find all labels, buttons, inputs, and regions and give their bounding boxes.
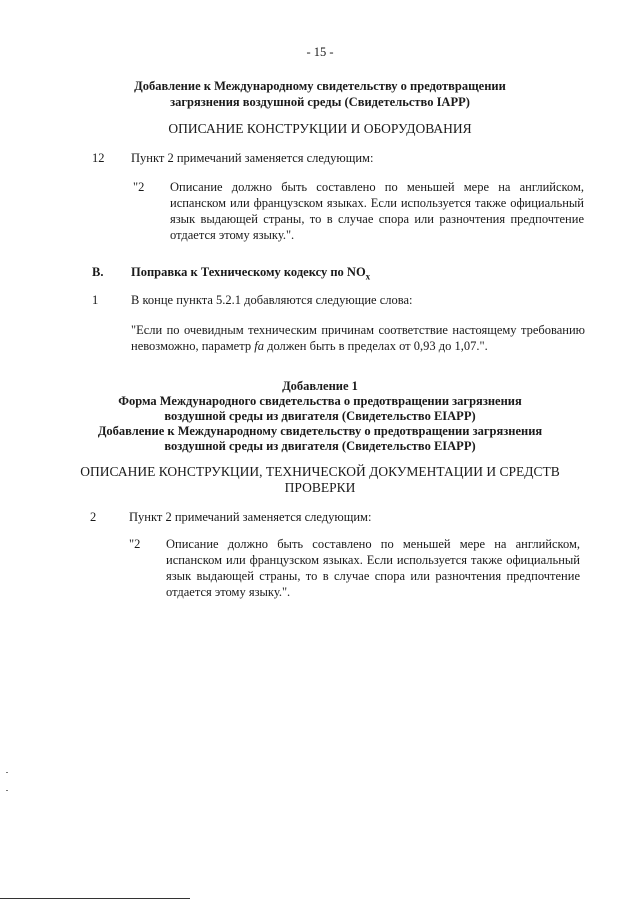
appendix1-subtitle-line2: ПРОВЕРКИ: [284, 480, 356, 495]
section1-quote-number: "2: [133, 180, 145, 194]
section-b-title-sub: x: [365, 271, 371, 282]
section-b-title: [131, 264, 370, 285]
section1-title-line2: загрязнения воздушной среды (Свидетельство IAPP): [170, 95, 470, 109]
section-b-letter: B.: [92, 265, 104, 279]
appendix1-heading-line: Форма Международного свидетельства о предотвращении загрязнения: [118, 394, 522, 408]
scan-margin-mark: [6, 790, 8, 791]
section1-subtitle: ОПИСАНИЕ КОНСТРУКЦИИ И ОБОРУДОВАНИЯ: [168, 121, 472, 136]
section-b-quote-line1: "Если по очевидным техническим причинам соответствие настоящему требованию: [131, 323, 585, 337]
parameter-fa: fa: [254, 339, 264, 353]
section-b-quote-line2: [131, 338, 585, 354]
section-b-title-main: Поправка к Техническому кодексу по NO: [131, 265, 366, 279]
appendix1-item-number: 2: [90, 510, 97, 524]
page-number: - 15 -: [306, 45, 334, 59]
appendix1-quote-line: язык выдающей страны, то в случае спора или разночтения предпочтение: [166, 569, 580, 583]
section-b-quote-line2-suffix: должен быть в пределах от 0,93 до 1,07.".: [263, 339, 488, 353]
scan-margin-mark: [6, 772, 8, 773]
section1-title-line1: Добавление к Международному свидетельству о предотвращении: [134, 79, 506, 93]
appendix1-subtitle-line1: ОПИСАНИЕ КОНСТРУКЦИИ, ТЕХНИЧЕСКОЙ ДОКУМЕНТАЦИИ И СРЕДСТВ: [80, 464, 560, 479]
section-b-item-text: В конце пункта 5.2.1 добавляются следующие слова:: [131, 293, 413, 307]
appendix1-title: Добавление 1: [282, 379, 358, 393]
section-b-item-number: 1: [92, 293, 99, 307]
appendix1-quote-line: испанском или французском языках. Если используется также официальный: [166, 553, 580, 567]
section-b-quote-line2-prefix: невозможно, параметр: [131, 339, 255, 353]
section-b-quote: [131, 322, 585, 354]
appendix1-quote-number: "2: [129, 537, 141, 551]
section1-quote-line: отдается этому языку.".: [170, 228, 295, 242]
appendix1-heading-line: Добавление к Международному свидетельству о предотвращении загрязнения: [97, 424, 543, 438]
section1-quote-line: испанском или французском языках. Если используется также официальный: [170, 196, 584, 210]
appendix1-heading-line: воздушной среды из двигателя (Свидетельство EIAPP): [164, 409, 476, 423]
section1-item-number: 12: [92, 151, 105, 165]
footer-divider: [0, 898, 190, 899]
appendix1-heading-line: воздушной среды из двигателя (Свидетельство EIAPP): [164, 439, 476, 453]
appendix1-quote-line: Описание должно быть составлено по меньшей мере на английском,: [166, 537, 580, 551]
section1-quote-line: Описание должно быть составлено по меньшей мере на английском,: [170, 180, 584, 194]
section1-quote-line: язык выдающей страны, то в случае спора или разночтения предпочтение: [170, 212, 584, 226]
appendix1-quote-line: отдается этому языку.".: [166, 585, 291, 599]
section1-item-text: Пункт 2 примечаний заменяется следующим:: [131, 151, 374, 165]
section1-quote: [170, 179, 584, 243]
appendix1-item-text: Пункт 2 примечаний заменяется следующим:: [129, 510, 372, 524]
appendix1-quote: [166, 536, 580, 600]
